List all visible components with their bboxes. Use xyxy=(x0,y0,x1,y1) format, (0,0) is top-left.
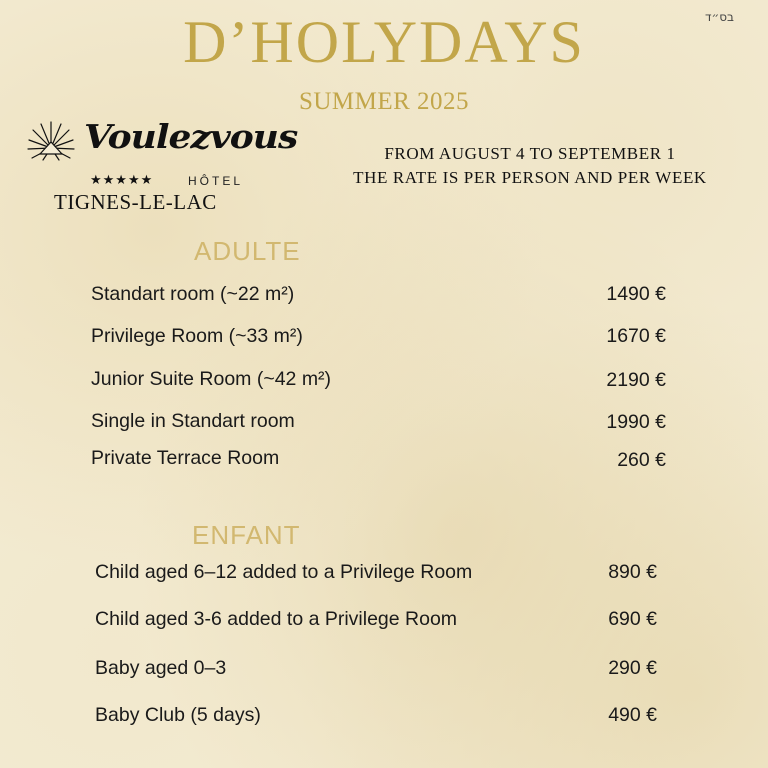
page-subtitle: SUMMER 2025 xyxy=(298,88,470,115)
sunburst-icon xyxy=(26,118,76,162)
page-title: D’HOLYDAYS xyxy=(183,9,585,75)
adult-row-label: Junior Suite Room (~42 m²) xyxy=(91,368,332,390)
child-row-price: 490 € xyxy=(608,704,657,726)
child-row-label: Child aged 3-6 added to a Privilege Room xyxy=(95,608,458,630)
adult-row-label: Private Terrace Room xyxy=(91,447,280,469)
adult-row-label: Privilege Room (~33 m²) xyxy=(91,325,303,347)
hotel-stars: ★★★★★ xyxy=(90,172,154,187)
hotel-city: TIGNES-LE-LAC xyxy=(54,190,217,214)
adult-row-price: 1490 € xyxy=(606,283,666,305)
child-row-label: Baby aged 0–3 xyxy=(95,657,227,679)
adult-section-heading: ADULTE xyxy=(194,236,301,266)
child-row-price: 290 € xyxy=(608,657,657,679)
hebrew-blessing-mark: בס״ד xyxy=(704,10,734,24)
hotel-logo xyxy=(24,116,298,216)
adult-row-label: Standart room (~22 m²) xyxy=(91,283,295,305)
child-row-price: 690 € xyxy=(608,608,657,630)
date-range: FROM AUGUST 4 TO SEPTEMBER 1 xyxy=(384,144,676,163)
adult-row-price: 260 € xyxy=(617,449,666,471)
child-row-price: 890 € xyxy=(608,561,657,583)
adult-row-price: 1670 € xyxy=(606,325,666,347)
hotel-brand-name: Voulezvous xyxy=(84,118,298,156)
child-row-label: Child aged 6–12 added to a Privilege Room xyxy=(95,561,473,583)
adult-row-price: 1990 € xyxy=(606,411,666,433)
hotel-category: HÔTEL xyxy=(188,174,244,188)
rate-note: THE RATE IS PER PERSON AND PER WEEK xyxy=(353,168,707,187)
adult-row-price: 2190 € xyxy=(606,369,666,391)
child-section-heading: ENFANT xyxy=(192,520,301,550)
child-row-label: Baby Club (5 days) xyxy=(95,704,261,726)
adult-row-label: Single in Standart room xyxy=(91,410,295,432)
